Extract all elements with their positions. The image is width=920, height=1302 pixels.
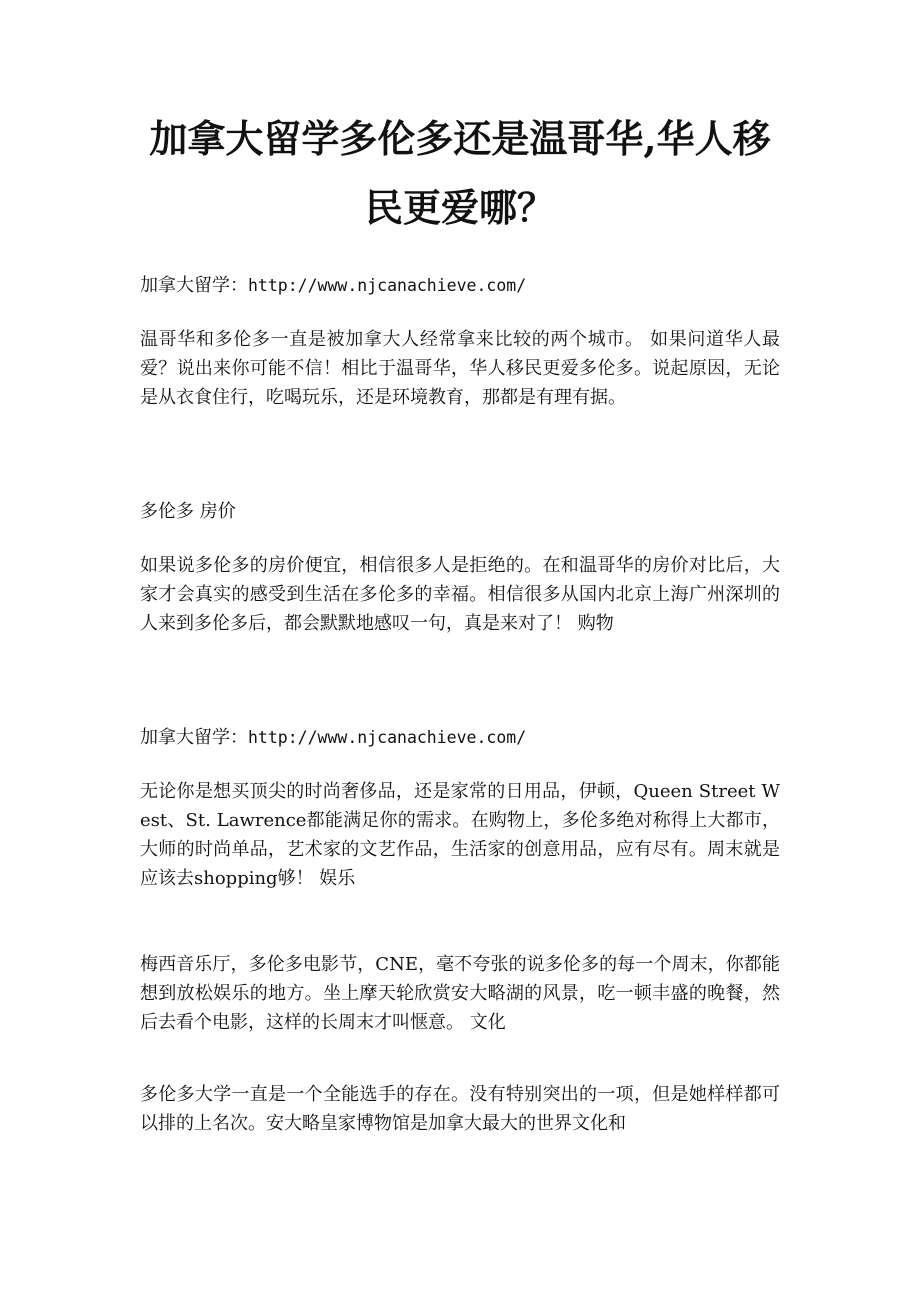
title-line-2: 民更爱哪？ bbox=[364, 185, 555, 230]
intro-paragraph: 温哥华和多伦多一直是被加拿大人经常拿来比较的两个城市。 如果问道华人最爱？说出来你可能不信！相比于温哥华，华人移民更爱多伦多。说起原因，无论是从衣食住行，吃喝玩乐，还是环境教育，那都是有理有据。 bbox=[140, 329, 780, 408]
section-heading-housing: 多伦多 房价 bbox=[140, 501, 236, 522]
source-label: 加拿大留学： bbox=[140, 275, 248, 296]
title-line-1: 加拿大留学多伦多还是温哥华,华人移 bbox=[149, 116, 771, 161]
culture-paragraph: 多伦多大学一直是一个全能选手的存在。没有特别突出的一项，但是她样样都可以排的上名次。安大略皇家博物馆是加拿大最大的世界文化和 bbox=[140, 1084, 780, 1134]
source-label-2: 加拿大留学： bbox=[140, 727, 248, 748]
source-link-paragraph-2 bbox=[140, 723, 780, 752]
entertainment-paragraph: 梅西音乐厅，多伦多电影节，CNE，毫不夸张的说多伦多的每一个周末，你都能想到放松娱乐的地方。坐上摩天轮欣赏安大略湖的风景，吃一顿丰盛的晚餐，然后去看个电影，这样的长周末才叫惬意。 文化 bbox=[140, 954, 780, 1033]
document-title bbox=[140, 104, 780, 242]
shopping-paragraph: 无论你是想买顶尖的时尚奢侈品，还是家常的日用品，伊顿，Queen Street West、St. Lawrence都能满足你的需求。在购物上，多伦多绝对称得上大都市，大师的时尚单品，艺术家的文艺作品，生活家的创意用品，应有尽有。周末就是应该去shopping够！ 娱乐 bbox=[140, 781, 780, 889]
source-url: http://www.njcanachieve.com/ bbox=[248, 276, 527, 295]
housing-paragraph: 如果说多伦多的房价便宜，相信很多人是拒绝的。在和温哥华的房价对比后，大家才会真实的感受到生活在多伦多的幸福。相信很多从国内北京上海广州深圳的人来到多伦多后，都会默默地感叹一句，真是来对了！ 购物 bbox=[140, 555, 780, 634]
source-link-paragraph bbox=[140, 271, 780, 300]
source-url-2: http://www.njcanachieve.com/ bbox=[248, 728, 527, 747]
